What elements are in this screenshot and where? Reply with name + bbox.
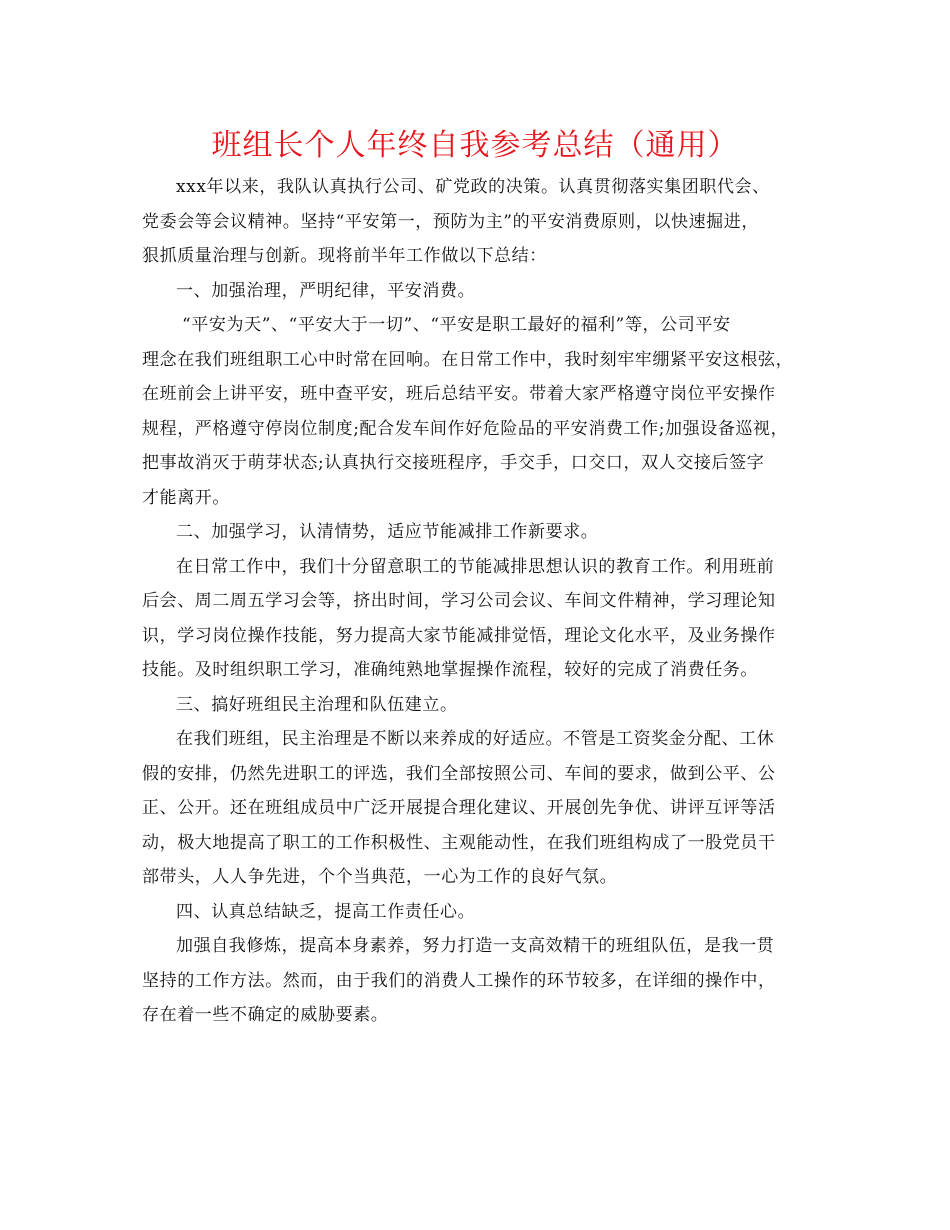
body-line: 加强自我修炼，提高本身素养，努力打造一支高效精干的班组队伍，是我一贯 [176,936,775,956]
body-line: 正、公开。还在班组成员中广泛开展提合理化建议、开展创先争优、讲评互评等活 [142,798,776,818]
body-line: 部带头，人人争先进，个个当典范，一心为工作的良好气氛。 [142,867,618,887]
section-heading: 三、搞好班组民主治理和队伍建立。 [176,694,458,715]
body-line: “平安为天”、“平安大于一切”、“平安是职工最好的福利”等，公司平安 [182,315,731,335]
body-line: 在日常工作中，我们十分留意职工的节能减排思想认识的教育工作。利用班前 [176,556,775,577]
body-line: 理念在我们班组职工心中时常在回响。在日常工作中，我时刻牢牢绷紧平安这根弦， [142,349,794,370]
body-line: 坚持的工作方法。然而，由于我们的消费人工操作的环节较多，在详细的操作中， [142,970,776,991]
body-line: xxx年以来，我队认真执行公司、矿党政的决策。认真贯彻落实集团职代会、 [176,177,770,197]
body-line: 党委会等会议精神。坚持“平安第一，预防为主”的平安消费原则，以快速掘进， [142,211,759,232]
section-heading: 二、加强学习，认清情势，适应节能减排工作新要求。 [176,522,599,542]
body-line: 存在着一些不确定的威胁要素。 [142,1005,389,1025]
body-line: 技能。及时组织职工学习，准确纯熟地掌握操作流程，较好的完成了消费任务。 [142,660,758,680]
body-line: 识，学习岗位操作技能，努力提高大家节能减排觉悟，理论文化水平，及业务操作 [142,625,776,646]
body-line: 狠抓质量治理与创新。现将前半年工作做以下总结： [142,246,547,266]
document-title: 班组长个人年终自我参考总结（通用） [211,128,739,163]
body-line: 后会、周二周五学习会等，挤出时间，学习公司会议、车间文件精神，学习理论知 [142,591,776,611]
body-line: 在班前会上讲平安，班中查平安，班后总结平安。带着大家严格遵守岗位平安操作 [142,384,776,404]
body-line: 假的安排，仍然先进职工的评选，我们全部按照公司、车间的要求，做到公平、公 [142,763,776,784]
section-heading: 一、加强治理，严明纪律，平安消费。 [176,280,476,301]
section-heading: 四、认真总结缺乏，提高工作责任心。 [176,901,476,922]
body-line: 才能离开。 [142,487,230,508]
body-line: 把事故消灭于萌芽状态;认真执行交接班程序，手交手，口交口，双人交接后签字 [142,453,765,473]
body-line: 在我们班组，民主治理是不断以来养成的好适应。不管是工资奖金分配、工休 [176,729,775,749]
document-body [142,170,822,1033]
body-line: 动，极大地提高了职工的工作积极性、主观能动性，在我们班组构成了一股党员干 [142,832,776,853]
body-line: 规程，严格遵守停岗位制度;配合发车间作好危险品的平安消费工作;加强设备巡视， [142,418,789,439]
